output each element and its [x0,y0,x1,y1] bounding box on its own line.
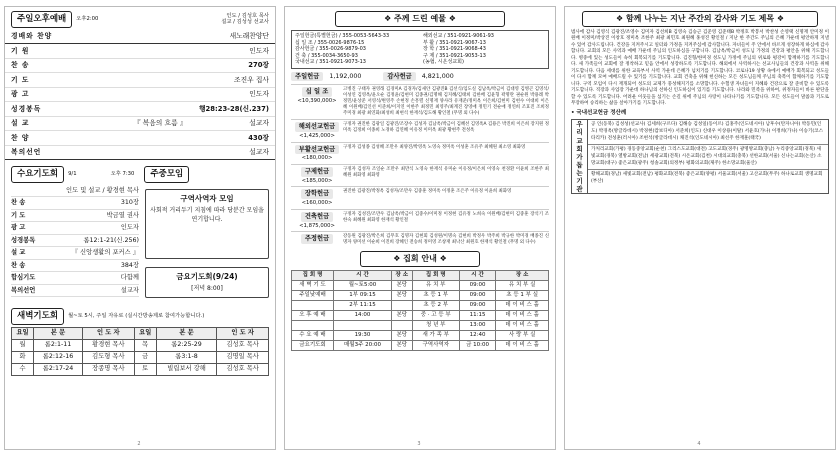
dawn-cell: 수 [12,363,34,375]
schedule-cell: 11:15 [459,311,495,321]
page-number: 3 [417,440,423,447]
offering-tag: 부활선교헌금 [295,145,340,155]
dawn-cell: 월 [12,339,34,351]
sunday-afternoon-time: 오후2:00 [76,16,99,22]
dawn-header-cell: 본 문 [34,327,83,339]
order-value: 인도자 [249,46,269,55]
account-line: 건 축 / 355-0034-3650-93 [295,52,358,59]
wednesday-header [5,162,275,185]
org-side-char: 교 [576,136,583,145]
account-line: (농협, 시온성교회) [423,59,464,65]
account-line: 해외선교 / 351-0921-9061-93 [423,33,494,39]
org-side-char: 는 [576,169,583,178]
offering-names: 구정자 권진한 김광일 김광진/조장수 김성자 김남옥/박금이 김혜선 김영옥A 김용은 박진희 이은희 장지원 정미옥 김정희 이종희 노경하 김연혜 이유정 이미옥 최광 황현주 전성옥 [343,122,549,133]
account-line: 감사헌금 / 355-0026-9879-03 [295,46,366,52]
wednesday-row [11,210,139,223]
schedule-cell: 월~토5:00 [334,281,392,291]
account-line: 구 제 / 351-0921-9053-13 [423,52,486,59]
offering-list [285,84,555,248]
district-meeting-title: 구역사역자 모임 [180,193,234,203]
order-value: 새노래찬양단 [229,32,269,41]
order-value: 행28:23-28(신.237) [198,104,269,113]
orgs-body [588,120,828,193]
org-side-char: 가 [576,152,583,161]
table-row [292,311,549,321]
schedule-wrap [285,270,555,351]
wednesday-row [11,272,139,285]
table-row [12,363,269,375]
table-row [292,291,549,301]
dawn-cell: 목 [134,339,156,351]
dawn-header-cell: 요일 [134,327,156,339]
dawn-cell: 롬3:1-8 [156,351,217,363]
sunday-afternoon-leaders [221,13,269,26]
schedule-cell: 금 10:00 [459,341,495,351]
offering-row [291,84,549,119]
schedule-cell: 13:00 [459,321,495,331]
org-heading: • 국내선교헌금 정산례 [571,110,627,117]
dawn-cell: 김성호 목사 [217,339,269,351]
district-meeting-box [145,189,269,259]
offering-amount: <185,000> [301,177,333,184]
schedule-header-cell: 집 회 명 [292,271,334,281]
table-row [292,281,549,291]
offering-row [291,186,549,208]
offering-tag: 십 일 조 [302,87,333,97]
account-line: 부 활 / 351-0921-9067-13 [423,39,486,46]
wednesday-row [11,247,139,260]
order-value: 설교자 [249,119,269,128]
sunday-leader: 인도 / 김성호 목사 [226,12,269,19]
schedule-cell: 유 치 부 실 [496,281,549,291]
schedule-header-cell: 시 간 [334,271,392,281]
dawn-header-cell: 인 도 자 [83,327,135,339]
offering-row [291,164,549,186]
bulletin-page-3 [284,6,556,450]
account-line: 십 일 조 / 355-0026-9876-15 [295,39,365,46]
wednesday-title: 수요기도회 [11,166,64,183]
offering-tag: 장학헌금 [301,189,333,199]
schedule-cell: 본당 [391,281,412,291]
schedule-cell: 구역사역자 [412,341,459,351]
schedule-cell: 14:00 [334,311,392,321]
schedule-cell: 유 치 부 [412,281,459,291]
schedule-cell: 데 이 비 스 홀 [496,341,549,351]
offering-totals [291,72,549,82]
schedule-cell: 데 이 비 스 홀 [496,301,549,311]
orgs-side-label [572,120,588,193]
order-value: 270장 [248,61,269,70]
wednesday-label: 복의선언 [11,286,36,294]
offering-tag: 구제헌금 [301,167,333,177]
org-block: 공 인(동북) 김성성(선교사) 김세희(구르다) 김해승 김성일(동이르) 김홍주(인도네시아) 남후수(탄자니아) 박동민(인도) 박경옥(방글라데시) 박경현(캄보디아) 서준희(인도) 신대우 이상용(이탈) 서윤호(가나) 이정희(가나) 이승기(코스타리카) 전성훈(러시아) 조현석(방글라데시) 채진석(인도네시아) 최선주 한재훈(태국) [588,120,828,145]
schedule-cell: 본당 [391,341,412,351]
table-row [292,331,549,341]
page-number: 2 [137,440,143,447]
page-number: 4 [697,440,703,447]
offering-names: 강동원 김광진/박은희 김무호 김명자 김현회 김성원/이명숙 김현희 박정우 박주희 박규한 박미경 배종진 신명자 양미선 이순희 이진희 장혜인 전승희 정미영 조창재 최낙산 최원호 한재석 황인철 (무명 외 다수) [343,234,549,246]
schedule-cell: 초 등 1 부 실 [496,291,549,301]
org-block: 가처리교회(가평) 경동중앙교회(순천) 그리스도교회(대전) 고도교회(경주) 광명방교회(충남) 누리중앙교회(경북) 새빛교회(경북) 열방교회(전남) 세광교회(전북) 시온교회(김천) 시대의교회(충북) 선한교회(서울) 신나는교회(논산) 소망교회(대구) 좋은교회(광주) 청솔교회(의정부) 평화의교회(제주) 한소망교회(울산) [588,145,828,170]
dawn-table-wrap [5,327,275,376]
wednesday-value: 박금열 권사 [106,211,139,219]
thanks-offering-tag: 감사헌금 [383,72,415,82]
offering-row [291,209,549,231]
schedule-cell [391,301,412,311]
org-side-char: 관 [576,185,583,194]
thanks-offering-amount: 4,821,000 [421,72,454,80]
wednesday-label: 성경봉독 [11,236,36,244]
order-label: 설 교 [11,119,30,128]
dawn-cell: 롬2:17-24 [34,363,83,375]
order-row [5,73,275,88]
table-row [292,321,549,331]
org-side-char: 돕 [576,160,583,169]
wednesday-label: 합심기도 [11,274,36,282]
offering-amount: <180,000> [301,155,333,162]
schedule-cell: 12:40 [459,331,495,341]
schedule-cell: 본당 [391,331,412,341]
offering-tag: 건축헌금 [301,212,333,222]
account-line: 주일헌금(특별헌금) / 355-0053-5643-33 [295,33,390,39]
wednesday-row [11,260,139,273]
schedule-cell [334,321,392,331]
offering-amount: <160,000> [301,200,333,207]
dawn-cell: 김도형 목사 [83,351,135,363]
wednesday-section [5,185,275,298]
wednesday-value: 『 신앙생활의 포커스 』 [71,249,139,257]
org-side-char: 기 [576,177,583,186]
meeting-schedule-table [291,270,549,351]
offering-names: 구정자 김성종 김성혜 조만우 최양진/박영옥 노영숙 정미옥 이성훈 조유주 최혜원 최소영 최화영 [343,144,526,150]
schedule-body [292,281,549,351]
order-row [5,146,275,161]
dawn-prayer-header [5,304,275,327]
schedule-header-cell: 집 회 명 [412,271,459,281]
weekly-meeting-title: 주중모임 [144,166,189,183]
wednesday-leader: 인도 및 설교 / 황경현 목사 [11,185,139,198]
dawn-header-cell: 인 도 자 [217,327,269,339]
schedule-title: ❖ 집회 안내 ❖ [360,251,480,267]
schedule-cell: 중 · 고 등 부 [412,311,459,321]
order-label: 찬 양 [11,133,30,142]
schedule-cell: 09:00 [459,281,495,291]
wednesday-row [11,285,139,298]
org-side-char: 회 [576,144,583,153]
offering-key [291,167,343,184]
schedule-cell: 09:00 [459,301,495,311]
wednesday-date: 9/1 [68,171,77,178]
dawn-schedule-table [11,327,269,376]
offerings-title: ❖ 주께 드린 예물 ❖ [335,11,505,27]
order-row [5,102,275,117]
offering-names: 권진한 김광진/박정옥 김성자/조만우 김중훈 정미옥 이정훈 조은주 이유정 이윤희 최화영 [343,189,512,195]
schedule-header [292,271,549,281]
wednesday-label: 기 도 [11,211,26,219]
prayer-title: ❖ 함께 나누는 지난 주간의 감사와 기도 제목 ❖ [582,11,818,27]
wednesday-row [11,197,139,210]
schedule-cell: 주일낮예배 [292,291,334,301]
schedule-header-cell: 시 간 [459,271,495,281]
schedule-cell: 청 년 부 [412,321,459,331]
wednesday-value: 310장 [120,199,139,207]
order-row [5,59,275,74]
offering-row [291,119,549,141]
schedule-header-cell: 장 소 [496,271,549,281]
offering-key [291,189,343,206]
accounts-left [295,33,417,66]
wednesday-label: 광 고 [11,224,26,232]
dawn-header-cell: 본 문 [156,327,217,339]
offering-amount: <10,390,000> [297,98,337,105]
sunday-offering-amount: 1,192,000 [329,72,362,80]
dawn-header-cell: 요일 [12,327,34,339]
schedule-cell [292,321,334,331]
schedule-cell: 데 이 비 스 홀 [496,311,549,321]
wednesday-label: 찬 송 [11,199,26,207]
wednesday-label: 설 교 [11,249,26,257]
schedule-cell: 데 이 비 스 홀 [496,321,549,331]
order-label: 기 원 [11,46,30,55]
offering-names: 구정자 김성진/조만우 김남옥/박금이 김중수/이미정 이정현 김유정 노희숙 이원배/김현미 김중훈 장석기 조한숙 최혜원 최화영 한재석 황인철 [343,211,549,223]
table-row [292,301,549,311]
order-label: 성경봉독 [11,104,42,113]
accounts-right [423,33,545,66]
order-row [5,117,275,132]
schedule-cell: 사 랑 부 실 [496,331,549,341]
sunday-afternoon-title: 주일오후예배 [11,11,72,28]
schedule-cell: 수 요 예 배 [292,331,334,341]
offering-key [291,122,343,139]
schedule-cell: 1부 09:15 [334,291,392,301]
friday-prayer-box [145,267,269,298]
table-row [12,351,269,363]
dawn-prayer-title: 새벽기도회 [11,308,64,325]
wednesday-value: 384장 [120,261,139,269]
supported-orgs [571,119,829,194]
order-row [5,131,275,146]
sunday-offering-tag: 주일헌금 [291,72,323,82]
dawn-prayer-desc: 월~토 5시, 주일 자유로 (실시간방송제로 참여가능합니다.) [68,313,205,320]
schedule-cell: 매월3주 20:00 [334,341,392,351]
offering-names: 구정자 김성자 조일순 조만우 최만식 노영숙 한재석 유미순 이유정/이은희 이영숙 천경환 이윤희 조한주 최혜원 최화영 최화영 [343,166,549,178]
schedule-cell: 새 가 족 부 [412,331,459,341]
wednesday-value: 인도자 [120,224,139,232]
dawn-cell: 롬2:1-11 [34,339,83,351]
dawn-cell: 빌립보서 강해 [156,363,217,375]
order-row [5,88,275,103]
order-label: 찬 송 [11,61,30,70]
org-block: 황해교회(경남) 새빛교회(전남) 평화교회(전북) 좋은교회(양평) 서울교회(서울) 고산교회(무주) 하나로교회 생명교회(부산) [591,172,823,184]
prayer-notes: 범사에 감사 김영식 김광진/조영수 김미자 김선희B 김영숙 김승근 김준영 김준태B 박정호 박봉서 박찬성 손영택 신명재 안미정 이원배 이정미/박상진 이창호 정미옥 조한주 최광 최민호 최원혜 홍성진 황인철 / 지난 한 주간도 주님의 은혜 가운데 평안하게 지낼 수 있어 감사드립니다. 건강을 지켜주시고 일터와 가정을 지켜주심에 감사합니다. 자녀들이 주 안에서 바르게 성장하게 하심에 감사합니다. 교회의 모든 사역과 예배 가운데 주님의 인도하심을 구합니다. 김남옥/박금이 성도님 가정의 건강과 평안을 위해 기도합니다. 병중에 있는 성도들이 속히 회복되기를 기도합니다. 김진형/한미경 성도님 가정에 주님의 위로와 평강이 함께하기를 기도합니다. 새 가족들이 교회에 잘 정착하고 믿음 안에서 성장하도록 기도합니다. 해외에서 사역하시는 선교사님들의 건강과 사역을 위해 기도합니다. 다음 세대를 위한 교육부서 사역 가운데 은혜가 넘치기를 기도합니다. 코로나19 상황 속에서 예배가 회복되고 성도들이 다시 함께 모여 예배드릴 수 있기를 기도합니다. 교회 건축을 위해 헌신하는 모든 성도님들께 주님의 축복이 함께하기를 기도합니다. 구역 모임이 다시 재개되어 성도의 교제가 풍성해지기를 소망합니다. 수험생 자녀들이 지혜와 건강으로 잘 준비할 수 있도록 기도합니다. 직장과 사업장 가운데 하나님의 선하신 인도하심이 있기를 기도합니다. 나라와 민족을 위하여, 위정자들이 바른 판단을 할 수 있도록 기도합니다. 어려운 이웃들을 섬기는 손길 위에 주님의 사랑이 나타나기를 기도합니다. 모든 성도들이 말씀과 기도로 무장하여 승리하는 삶을 살아가기를 기도합니다. [571,30,829,106]
friday-prayer-time: [저녁 8:00] [191,285,223,293]
schedule-cell: 본당 [391,311,412,321]
table-row [12,339,269,351]
offering-tag: 해외선교헌금 [295,122,340,132]
dawn-cell: 토 [134,363,156,375]
bulletin-page-4 [564,6,836,450]
order-value: 인도자 [249,90,269,99]
offering-key [291,87,343,117]
order-label: 광 고 [11,90,30,99]
account-line: 장 학 / 351-0921-9068-43 [423,46,486,52]
offering-tag: 주정헌금 [301,234,333,244]
schedule-cell: 새 벽 기 도 [292,281,334,291]
table-row [292,341,549,351]
schedule-cell: 09:00 [459,291,495,301]
account-line: 국내선교 / 351-0921-9073-13 [295,59,366,65]
offering-amount: <1,425,000> [299,132,335,139]
order-value: 설교자 [249,148,269,157]
org-side-char: 우 [576,120,583,129]
dawn-cell: 롬2:25-29 [156,339,217,351]
sunday-afternoon-header [5,7,275,30]
offering-key [291,234,343,246]
dawn-cell: 화 [12,351,34,363]
wednesday-order-column [11,185,139,298]
wednesday-value: 다함께 [120,274,139,282]
dawn-cell: 김성호 목사 [217,363,269,375]
schedule-cell [292,301,334,311]
wednesday-order-list [11,197,139,297]
dawn-cell: 김명일 목사 [217,351,269,363]
offering-names: 고병진 구태자 권영래 김경미A 김경자/김새얀 김광진B 김선식/임도실 김남옥/박금이 김대영 김병곤 김영석/이성연 김영옥/윤오순 김정윤/김현미 김종권/김명해 김지혜/김태희 김한배 김윤형 곽명란 권순원 박용례 박정민/윤상준 서영석/변영주 손현정 손흥렬 신명재 양사라 유재준/정미옥 이은희/김현미 김현수 이대희 이은혜 이원배/김인선 이준희/이지연 이한주 최정민 최영주/최계진 장영애 정민기 전순애 정연희 조효진 조희정 주미경 최광 최연화/최성희 최현석 한재석/김도해 황인철 (무명 외 다수) [343,87,549,117]
district-meeting-desc: 사회적 거리두기 지침에 따라 당분간 모임을 연기합니다. [150,207,264,224]
order-value: 조진우 집사 [234,75,269,84]
schedule-cell: 2부 11:15 [334,301,392,311]
schedule-header-cell: 장 소 [391,271,412,281]
wednesday-value: 설교자 [120,286,139,294]
offering-row [291,231,549,248]
dawn-table-header [12,327,269,339]
dawn-cell: 롬2:12-16 [34,351,83,363]
sunday-order-list [5,30,275,161]
order-row [5,30,275,45]
dawn-cell: 금 [134,351,156,363]
order-label: 기 도 [11,75,30,84]
dawn-cell: 황경현 목사 [83,339,135,351]
order-value: 430장 [248,133,269,142]
wednesday-value: 롬12:1-21(신.256) [83,236,139,244]
schedule-cell: 초 등 1 부 [412,291,459,301]
schedule-cell: 오 후 예 배 [292,311,334,321]
schedule-cell: 금요기도회 [292,341,334,351]
offering-row [291,142,549,164]
order-row [5,44,275,59]
bulletin-page-2 [4,6,276,450]
friday-prayer-title: 금요기도회(9/24) [176,271,238,281]
sunday-preacher: 설교 / 김성성 선교사 [221,19,269,26]
order-label: 경배와 찬양 [11,32,53,41]
wednesday-label: 찬 송 [11,261,26,269]
schedule-cell [391,321,412,331]
wednesday-row [11,222,139,235]
schedule-cell: 본당 [391,291,412,301]
order-title: 『 복음의 흐름 』 [133,119,187,128]
dawn-table-body [12,339,269,375]
wednesday-time: 오후 7:30 [110,171,135,178]
offering-key [291,145,343,162]
schedule-cell: 19:30 [334,331,392,341]
offering-key [291,212,343,229]
schedule-cell: 초 등 2 부 [412,301,459,311]
wednesday-row [11,235,139,248]
org-side-char: 리 [576,128,583,137]
dawn-cell: 장종명 목사 [83,363,135,375]
order-label: 복의선언 [11,148,42,157]
bank-accounts [291,30,549,69]
weekly-meeting-column [145,185,269,298]
offering-amount: <1,875,000> [299,222,335,229]
